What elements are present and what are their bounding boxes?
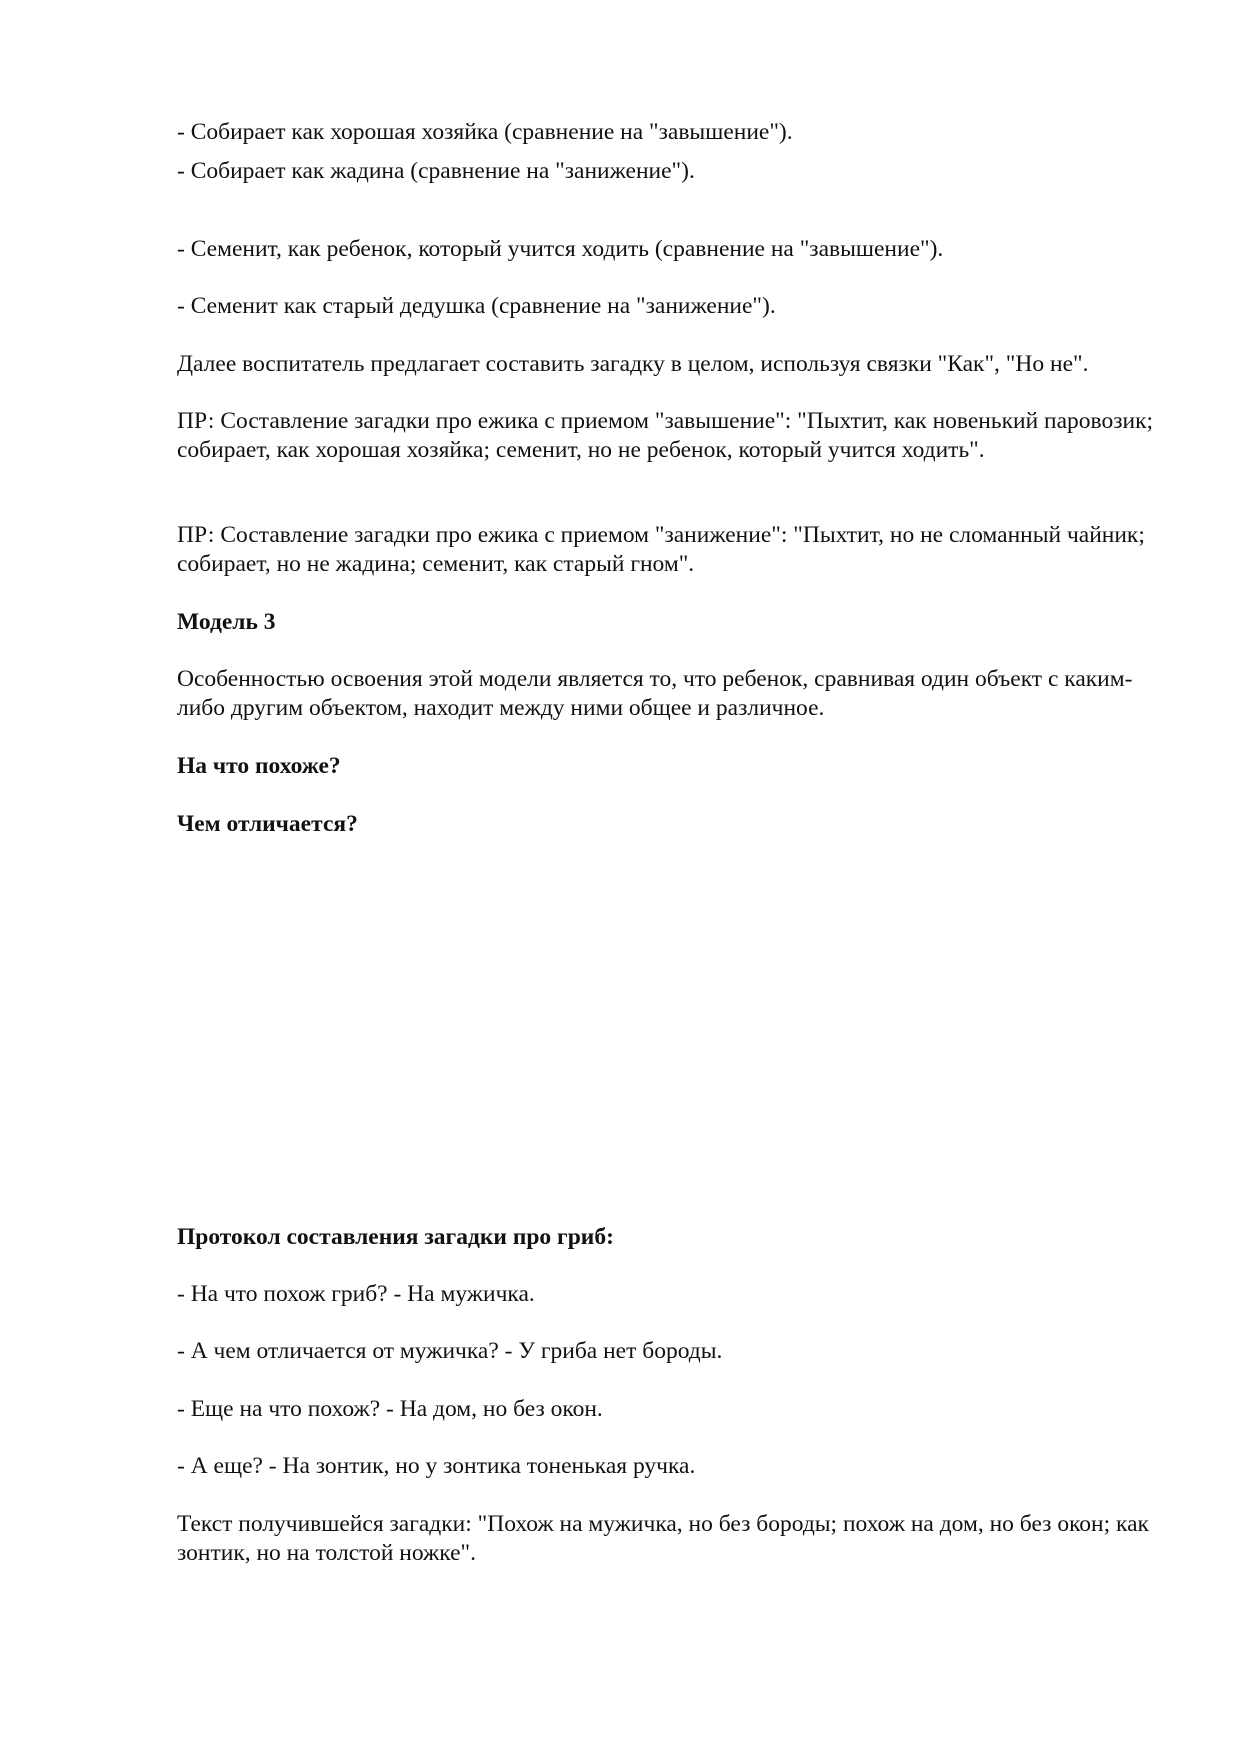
paragraph-riddle-result: Текст получившейся загадки: "Похож на мужичка, но без бороды; похож на дом, но без окон; как зонтик, но на толстой ножке". [177,1511,1149,1566]
paragraph-protocol-q2: - А чем отличается от мужичка? - У гриба нет бороды. [177,1338,723,1364]
paragraph-teacher-instruction: Далее воспитатель предлагает составить загадку в целом, используя связки "Как", "Но не". [177,351,1089,377]
heading-how-different: Чем отличается? [177,811,358,837]
paragraph-protocol-q3: - Еще на что похож? - На дом, но без окон. [177,1396,603,1422]
paragraph-protocol-q4: - А еще? - На зонтик, но у зонтика тоненькая ручка. [177,1453,696,1479]
paragraph-protocol-q1: - На что похож гриб? - На мужичка. [177,1281,535,1307]
paragraph-model-3-description: Особенностью освоения этой модели является то, что ребенок, сравнивая один объект с каким-либо другим объектом, находит между ними общее и различное. [177,666,1133,721]
heading-mushroom-protocol: Протокол составления загадки про гриб: [177,1224,614,1250]
paragraph-riddle-raise: ПР: Составление загадки про ежика с приемом "завышение": "Пыхтит, как новенький паровозик; собирает, как хорошая хозяйка; семенит, но не ребенок, который учится ходить". [177,408,1154,463]
paragraph-riddle-lower: ПР: Составление загадки про ежика с приемом "занижение": "Пыхтит, но не сломанный чайник; собирает, но не жадина; семенит, как старый гном". [177,522,1145,577]
heading-model-3: Модель 3 [177,609,276,635]
paragraph-compare-grandpa: - Семенит как старый дедушка (сравнение на "занижение"). [177,293,776,319]
paragraph-compare-child: - Семенит, как ребенок, который учится ходить (сравнение на "завышение"). [177,236,944,262]
heading-what-similar: На что похоже? [177,753,341,779]
paragraph-compare-greedy: - Собирает как жадина (сравнение на "занижение"). [177,158,695,184]
paragraph-compare-housewife: - Собирает как хорошая хозяйка (сравнение на "завышение"). [177,119,793,145]
